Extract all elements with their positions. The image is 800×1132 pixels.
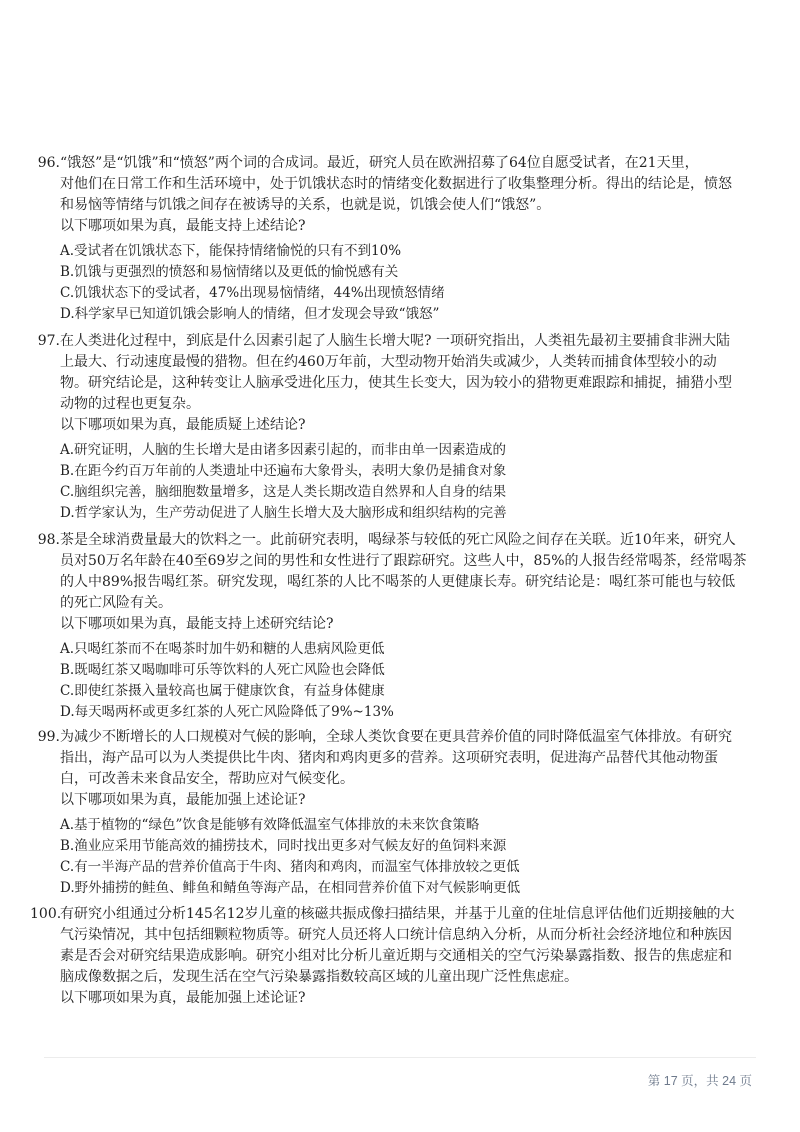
option-b[interactable]: B.饥饿与更强烈的愤怒和易恼情绪以及更低的愉悦感有关 (60, 264, 399, 280)
question-line: 对他们在日常工作和生活环境中，处于饥饿状态时的情绪变化数据进行了收集整理分析。得出的结论是，愤怒 (60, 176, 732, 192)
question-line: 有研究小组通过分析145名12岁儿童的核磁共振成像扫描结果，并基于儿童的住址信息评估他们近期接触的大 (60, 906, 735, 922)
question-prompt: 以下哪项如果为真，最能支持上述结论? (60, 218, 306, 234)
option-b[interactable]: B.渔业应采用节能高效的捕捞技术，同时找出更多对气候友好的鱼饲料来源 (60, 838, 507, 854)
question-line: 指出，海产品可以为人类提供比牛肉、猪肉和鸡肉更多的营养。这项研究表明，促进海产品替代其他动物蛋 (60, 750, 718, 766)
question-body (60, 727, 760, 899)
question-line: 员对50万名年龄在40至69岁之间的男性和女性进行了跟踪研究。这些人中，85%的人报告经常喝茶，经常喝茶 (60, 553, 747, 569)
option-d[interactable]: D.科学家早已知道饥饿会影响人的情绪，但才发现会导致“饿怒” (60, 306, 440, 322)
question-prompt: 以下哪项如果为真，最能加强上述论证? (60, 990, 306, 1006)
question-line: 的人中89%报告喝红茶。研究发现，喝红茶的人比不喝茶的人更健康长寿。研究结论是：喝红茶可能也与较低 (60, 574, 736, 590)
question-body (60, 904, 760, 1013)
question-line: 上最大、行动速度最慢的猎物。但在约460万年前，大型动物开始消失或减少，人类转而捕食体型较小的动 (60, 354, 717, 370)
option-d[interactable]: D.野外捕捞的鲑鱼、鲱鱼和鲭鱼等海产品，在相同营养价值下对气候影响更低 (60, 880, 521, 896)
question-line: 和易恼等情绪与饥饿之间存在被诱导的关系，也就是说，饥饿会使人们“饿怒”。 (60, 197, 551, 213)
question-number: 96. (37, 155, 60, 171)
option-c[interactable]: C.即使红茶摄入量较高也属于健康饮食，有益身体健康 (60, 683, 385, 699)
question-line: 茶是全球消费量最大的饮料之一。此前研究表明，喝绿茶与较低的死亡风险之间存在关联。近10年来，研究人 (60, 532, 736, 548)
option-b[interactable]: B.在距今约百万年前的人类遗址中还遍布大象骨头，表明大象仍是捕食对象 (60, 463, 507, 479)
option-a[interactable]: A.研究证明，人脑的生长增大是由诸多因素引起的，而非由单一因素造成的 (60, 442, 507, 458)
option-b[interactable]: B.既喝红茶又喝咖啡可乐等饮料的人死亡风险也会降低 (60, 662, 385, 678)
question-number: 100. (30, 906, 62, 922)
option-d[interactable]: D.每天喝两杯或更多红茶的人死亡风险降低了9%~13% (60, 704, 394, 720)
question-prompt: 以下哪项如果为真，最能加强上述论证? (60, 792, 306, 808)
question-line: 气污染情况，其中包括细颗粒物质等。研究人员还将人口统计信息纳入分析，从而分析社会经济地位和种族因 (60, 927, 732, 943)
question-line: 在人类进化过程中，到底是什么因素引起了人脑生长增大呢? 一项研究指出，人类祖先最初主要捕食非洲大陆 (60, 333, 730, 349)
option-c[interactable]: C.有一半海产品的营养价值高于牛肉、猪肉和鸡肉，而温室气体排放较之更低 (60, 859, 520, 875)
question-line: 脑成像数据之后，发现生活在空气污染暴露指数较高区域的儿童出现广泛性焦虑症。 (60, 969, 578, 985)
question-body (60, 530, 760, 723)
question-line: 白，可改善未来食品安全，帮助应对气候变化。 (60, 771, 354, 787)
question-line: 为减少不断增长的人口规模对气候的影响，全球人类饮食要在更具营养价值的同时降低温室气体排放。有研究 (60, 729, 732, 745)
question-number: 98. (37, 532, 60, 548)
question-body (60, 331, 760, 524)
question-body (60, 153, 760, 325)
question-number: 97. (37, 333, 60, 349)
question-line: 的死亡风险有关。 (60, 595, 172, 611)
option-c[interactable]: C.脑组织完善，脑细胞数量增多，这是人类长期改造自然界和人自身的结果 (60, 484, 507, 500)
question-line: “饿怒”是“饥饿”和“愤怒”两个词的合成词。最近，研究人员在欧洲招募了64位自愿受试者，在21天里， (60, 155, 699, 171)
question-prompt: 以下哪项如果为真，最能质疑上述结论? (60, 417, 306, 433)
option-c[interactable]: C.饥饿状态下的受试者，47%出现易恼情绪，44%出现愤怒情绪 (60, 285, 445, 301)
page-number: 第 17 页，共 24 页 (647, 1074, 752, 1088)
footer-divider (44, 1057, 756, 1058)
question-line: 物。研究结论是，这种转变让人脑承受进化压力，使其生长变大，因为较小的猎物更难跟踪和捕捉，捕猎小型 (60, 375, 732, 391)
question-number: 99. (37, 729, 60, 745)
question-line: 素是否会对研究结果造成影响。研究小组对比分析儿童近期与交通相关的空气污染暴露指数、报告的焦虑症和 (60, 948, 732, 964)
option-a[interactable]: A.基于植物的“绿色”饮食是能够有效降低温室气体排放的未来饮食策略 (60, 817, 480, 833)
question-line: 动物的过程也更复杂。 (60, 396, 200, 412)
option-a[interactable]: A.只喝红茶而不在喝茶时加牛奶和糖的人患病风险更低 (60, 641, 385, 657)
option-d[interactable]: D.哲学家认为，生产劳动促进了人脑生长增大及大脑形成和组织结构的完善 (60, 505, 507, 521)
question-prompt: 以下哪项如果为真，最能支持上述研究结论? (60, 616, 334, 632)
option-a[interactable]: A.受试者在饥饿状态下，能保持情绪愉悦的只有不到10% (60, 243, 402, 259)
